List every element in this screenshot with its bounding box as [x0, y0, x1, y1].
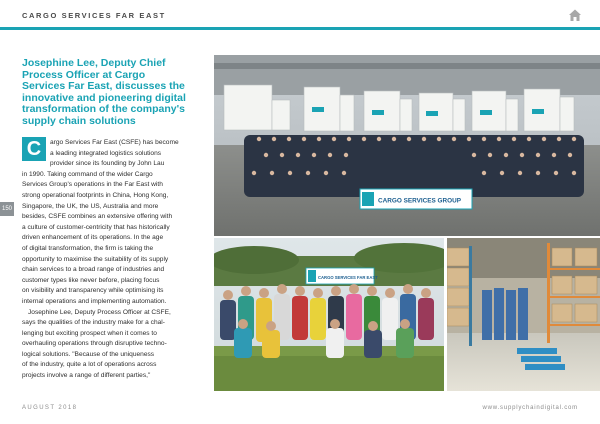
body-line: customer types like never before, placing focus [22, 276, 160, 284]
body-line: strong operational footprints in China, Hong Kong, [22, 191, 169, 199]
team-banner-text: CARGO SERVICES GROUP [378, 197, 461, 205]
body-line: in 1990. Taking command of the wider Cargo [22, 170, 153, 178]
headline-line: Process Officer at Cargo [22, 68, 146, 81]
headline-line: Josephine Lee, Deputy Chief [22, 57, 166, 69]
body-line: of the industry, quite a lot of operations across [22, 361, 157, 369]
body-line: argo Services Far East (CSFE) has become [50, 139, 179, 146]
footer-website-link[interactable]: www.supplychaindigital.com [482, 405, 578, 411]
body-line: Josephine Lee, Deputy Process Officer at CSFE, [28, 308, 171, 316]
team-photo [214, 55, 600, 236]
body-line: chain services to a broad range of industries and [22, 266, 165, 274]
drop-cap: C [22, 137, 46, 161]
home-icon[interactable] [568, 8, 582, 22]
headline-line: supply chain solutions [22, 114, 136, 127]
body-line: internal operations and implementing automation. [22, 297, 167, 305]
footer-date: AUGUST 2018 [22, 405, 78, 411]
group-photo [214, 238, 444, 391]
page-header [0, 0, 600, 30]
body-line: says the qualities of the industry make for a chal- [22, 319, 165, 327]
headline-line: transformation of the company's [22, 103, 185, 116]
body-line: besides, CSFE combines an extensive offering with [22, 213, 173, 221]
body-line: opportunity to maximise the suitability of its supply [22, 255, 169, 263]
warehouse-photo [447, 238, 600, 391]
body-line: logical solutions. "Because of the uniqueness [22, 350, 155, 358]
page-number-left: 150 [0, 202, 14, 216]
article-body [22, 138, 198, 382]
body-line: a culture of customer-centricity that has historically [22, 223, 170, 231]
body-line: provider since its founding by John Lau [50, 160, 165, 168]
body-line: Singapore, the UK, the US, Australia and more [22, 202, 159, 210]
publication-section-title: CARGO SERVICES FAR EAST [22, 11, 166, 20]
group-banner-text: CARGO SERVICES FAR EAST [318, 275, 378, 280]
body-line: a leading integrated logistics solutions [50, 149, 162, 157]
article-headline [22, 58, 192, 128]
headline-line: Services Far East, discusses the [22, 80, 185, 93]
headline-line: innovative and pioneering digital [22, 91, 186, 104]
body-line: of digital transformation, the firm is taking the [22, 244, 154, 252]
body-line: lenging but exciting prospect when it comes to [22, 329, 157, 337]
body-line: Services Group's operations in the Far East with [22, 181, 163, 189]
body-line: driven enhancement of its operations. In the age [22, 234, 164, 242]
body-line: on visibility and transparency while optimising its [22, 287, 164, 295]
body-line: overhauling operations through disruptive techno- [22, 340, 167, 348]
body-line: projects involve a range of different parties," [22, 372, 151, 380]
